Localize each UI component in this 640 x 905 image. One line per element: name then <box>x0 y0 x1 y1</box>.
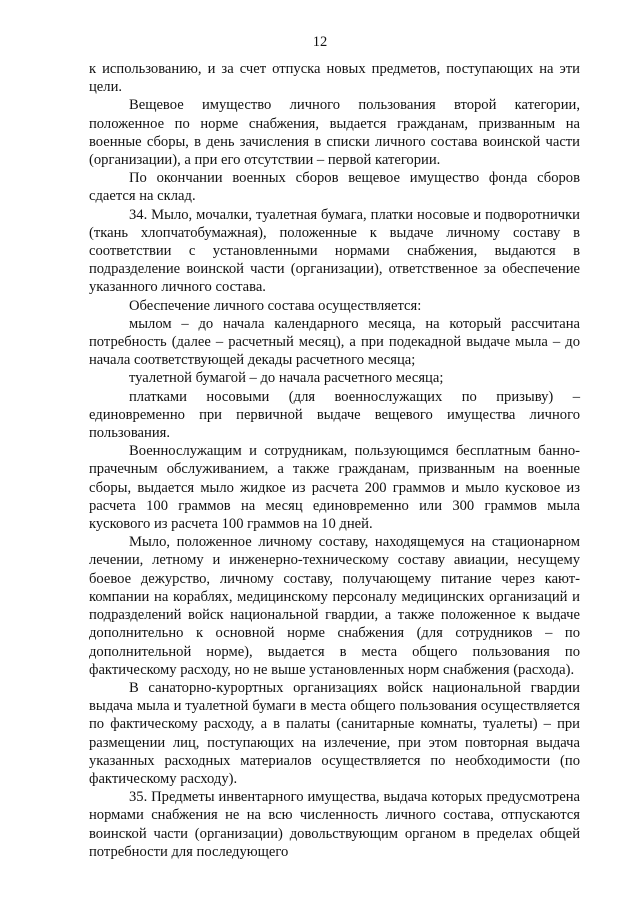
page-number: 12 <box>312 34 328 50</box>
paragraph-handkerchiefs: платками носовыми (для военнослужащих по призыву) – единовременно при первичной выдаче вещевого имущества личного пользования. <box>89 388 580 442</box>
paragraph-sanatorium: В санаторно-курортных организациях войск национальной гвардии выдача мыла и туалетной бумаги в места общего пользования осуществляется по фактическому расходу, а в палаты (санитарные комнаты, туалеты) – при размещении лиц, поступающих на излечение, при этом повторная выдача указанных расходных материалов осуществляется по необходимости (по фактическому расходу). <box>89 679 580 787</box>
paragraph-end-of-training: По окончании военных сборов вещевое имущество фонда сборов сдается на склад. <box>89 170 580 205</box>
paragraph-second-category: Вещевое имущество личного пользования второй категории, положенное по норме снабжения, выдается гражданам, призванным на военные сборы, в день зачисления в списки личного состава воинской части (организации), а при его отсутствии – первой категории. <box>89 97 580 169</box>
paragraph-soap: мылом – до начала календарного месяца, на который рассчитана потребность (далее – расчетный месяц), а при подекадной выдаче мыла – до начала соответствующей декады расчетного месяца; <box>89 315 580 369</box>
paragraph-toilet-paper: туалетной бумагой – до начала расчетного месяца; <box>129 370 444 387</box>
paragraph-soap-special: Мыло, положенное личному составу, находящемуся на стационарном лечении, летному и инженерно-техническому составу авиации, несущему боевое дежурство, личному составу, получающему питание через кают-компании на кораблях, медицинскому персоналу медицинских организаций и подразделений войск национальной гвардии, а также положенное к выдаче дополнительно к основной норме снабжения (для сотрудников – по дополнительной норме), выдается в места общего пользования по фактическому расходу, но не выше установленных норм снабжения (расхода). <box>89 534 580 678</box>
paragraph-item-34: 34. Мыло, мочалки, туалетная бумага, платки носовые и подворотнички (ткань хлопчатобумажная), положенные к выдаче личному составу в соответствии с установленными нормами снабжения, выдаются в подразделение воинской части (организации), ответственное за обеспечение указанного личного состава. <box>89 206 580 296</box>
paragraph-bath-laundry: Военнослужащим и сотрудникам, пользующимся бесплатным банно-прачечным обслуживанием, а также гражданам, призванным на военные сборы, выдается мыло жидкое из расчета 200 граммов и мыло кусковое из расчета 100 граммов на месяц единовременно или 300 граммов мыла кускового из расчета 100 граммов на 10 дней. <box>89 443 580 533</box>
document-body <box>89 60 580 861</box>
paragraph-supply-intro: Обеспечение личного состава осуществляется: <box>129 297 422 314</box>
paragraph-item-35: 35. Предметы инвентарного имущества, выдача которых предусмотрена нормами снабжения не на всю численность личного состава, отпускаются воинской части (организации) довольствующим органом в пределах общей потребности для последующего <box>89 789 580 860</box>
paragraph-continuation: к использованию, и за счет отпуска новых предметов, поступающих на эти цели. <box>89 61 580 96</box>
